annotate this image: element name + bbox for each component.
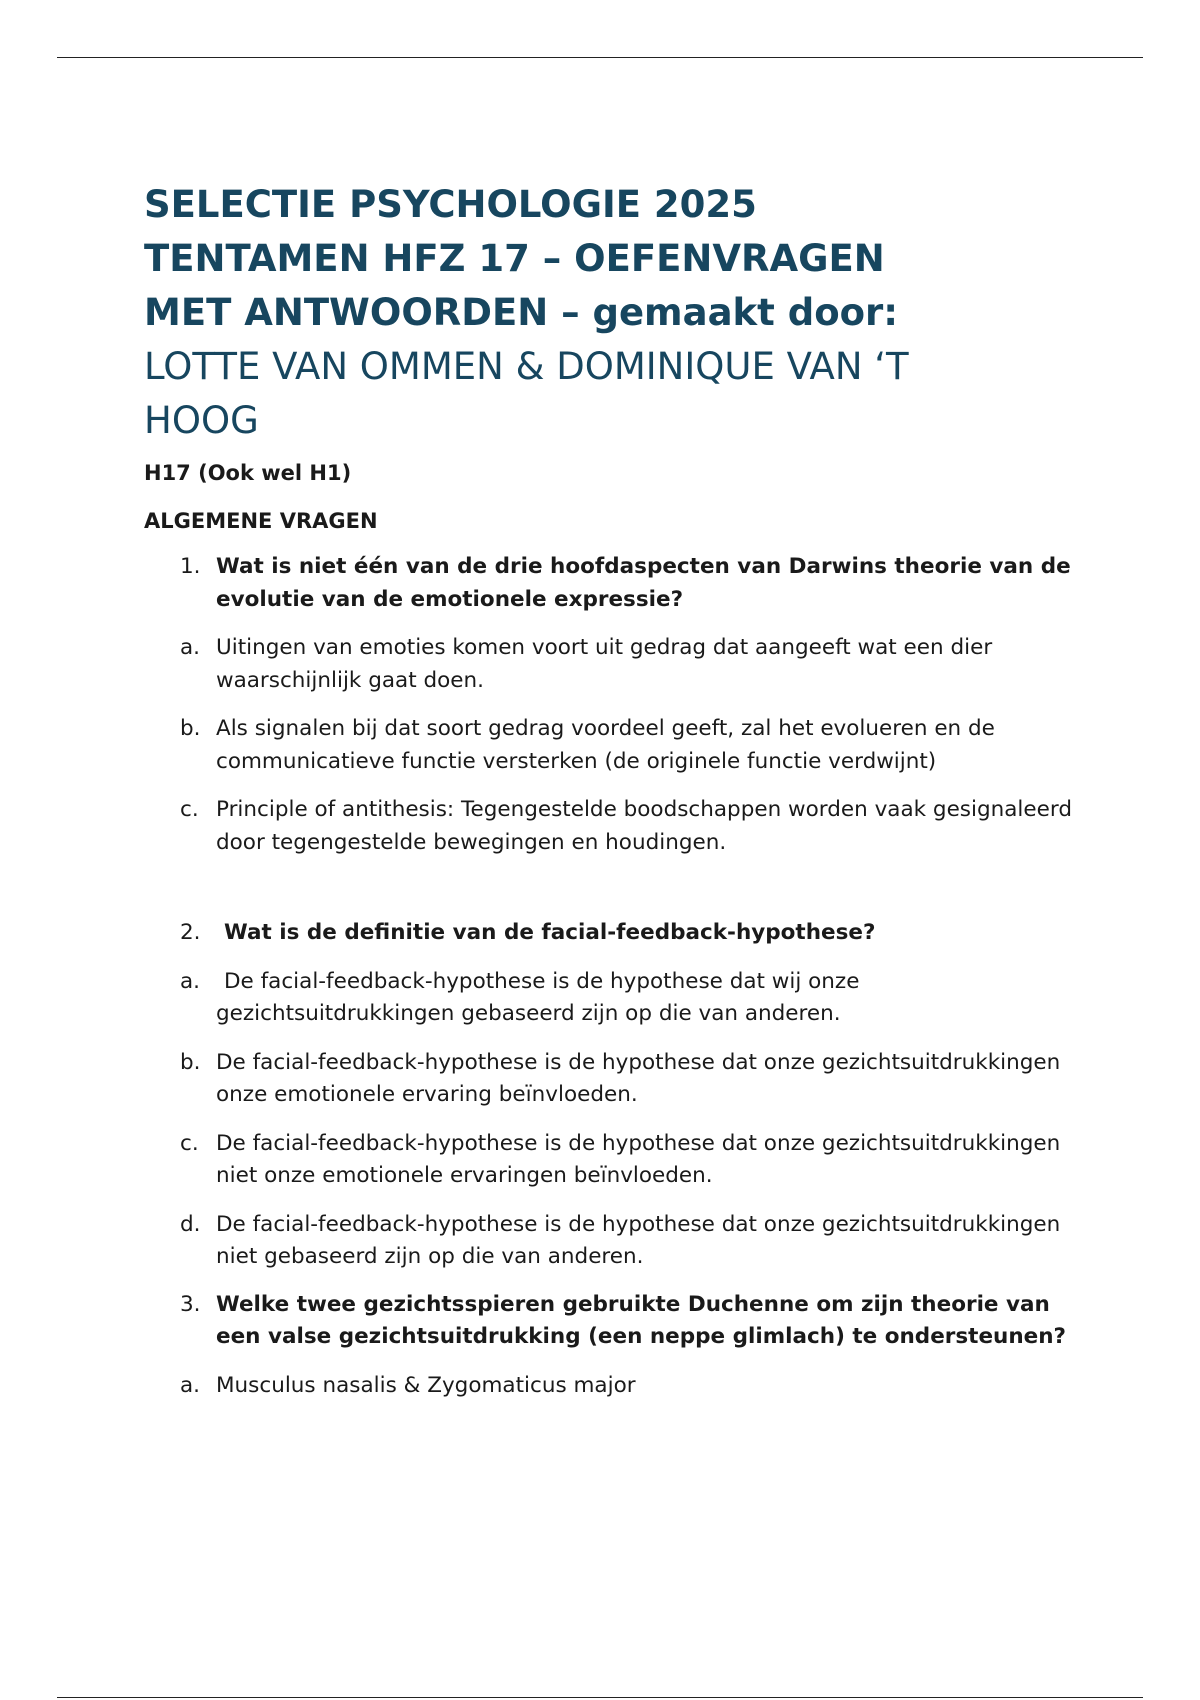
top-rule bbox=[57, 57, 1143, 58]
question-1 bbox=[144, 551, 1074, 616]
answer-label: b. bbox=[180, 716, 201, 741]
title-line-1: SELECTIE PSYCHOLOGIE 2025 bbox=[144, 183, 757, 226]
answer-text: Musculus nasalis & Zygomaticus major bbox=[216, 1372, 636, 1398]
answer-label: a. bbox=[180, 968, 201, 994]
title-line-3: MET ANTWOORDEN – gemaakt door: bbox=[144, 291, 899, 334]
answer-text: De facial-feedback-hypothese is de hypothese dat onze gezichtsuitdrukkingen niet onze emotionele ervaringen beïnvloeden. bbox=[216, 1130, 1061, 1188]
authors-line-1: LOTTE VAN OMMEN & DOMINIQUE VAN ‘T bbox=[144, 345, 909, 388]
answer-text: Als signalen bij dat soort gedrag voordeel geeft, zal het evolueren en de communicatieve functie versterken (de originele functie verdwijnt) bbox=[216, 716, 995, 774]
section-heading: ALGEMENE VRAGEN bbox=[144, 509, 378, 533]
bottom-rule bbox=[57, 1697, 1143, 1698]
question-number: 3. bbox=[180, 1291, 201, 1317]
question-text: Wat is niet één van de drie hoofdaspecten van Darwins theorie van de evolutie van de emotionele expressie? bbox=[216, 554, 1071, 612]
document-body bbox=[144, 178, 1074, 1402]
question-text: Welke twee gezichtsspieren gebruikte Duchenne om zijn theorie van een valse gezichtsuitdrukking (een neppe glimlach) te ondersteunen? bbox=[216, 1291, 1067, 1349]
answer-option bbox=[144, 966, 1074, 1031]
chapter-heading: H17 (Ook wel H1) bbox=[144, 461, 352, 485]
answer-option bbox=[144, 1047, 1074, 1112]
answer-option bbox=[144, 713, 1074, 778]
answer-option bbox=[144, 1209, 1074, 1274]
question-2 bbox=[144, 917, 1074, 950]
answer-label: b. bbox=[180, 1049, 201, 1075]
answer-text: De facial-feedback-hypothese is de hypothese dat onze gezichtsuitdrukkingen onze emotionele ervaring beïnvloeden. bbox=[216, 1049, 1061, 1107]
answer-text: Uitingen van emoties komen voort uit gedrag dat aangeeft wat een dier waarschijnlijk gaat doen. bbox=[216, 635, 993, 693]
answer-option bbox=[144, 1370, 1074, 1403]
answer-option bbox=[144, 794, 1074, 859]
answer-text: De facial-feedback-hypothese is de hypothese dat onze gezichtsuitdrukkingen niet gebaseerd zijn op die van anderen. bbox=[216, 1211, 1061, 1269]
question-number: 2. bbox=[180, 920, 201, 945]
answer-text: De facial-feedback-hypothese is de hypothese dat wij onze gezichtsuitdrukkingen gebaseerd zijn op die van anderen. bbox=[216, 968, 860, 1026]
question-number: 1. bbox=[180, 554, 201, 579]
answer-text: Principle of antithesis: Tegengestelde boodschappen worden vaak gesignaleerd door tegengestelde bewegingen en houdingen. bbox=[216, 797, 1072, 855]
answer-label: a. bbox=[180, 635, 201, 660]
question-text: Wat is de definitie van de facial-feedback-hypothese? bbox=[224, 920, 876, 945]
authors-line-2: HOOG bbox=[144, 399, 259, 442]
answer-option bbox=[144, 632, 1074, 697]
answer-option bbox=[144, 1128, 1074, 1193]
document-title bbox=[144, 178, 1074, 448]
answer-label: a. bbox=[180, 1372, 201, 1398]
answer-label: c. bbox=[180, 1130, 199, 1156]
question-3 bbox=[144, 1289, 1074, 1354]
answer-label: d. bbox=[180, 1211, 201, 1237]
title-line-2: TENTAMEN HFZ 17 – OEFENVRAGEN bbox=[144, 237, 885, 280]
answer-label: c. bbox=[180, 797, 199, 822]
